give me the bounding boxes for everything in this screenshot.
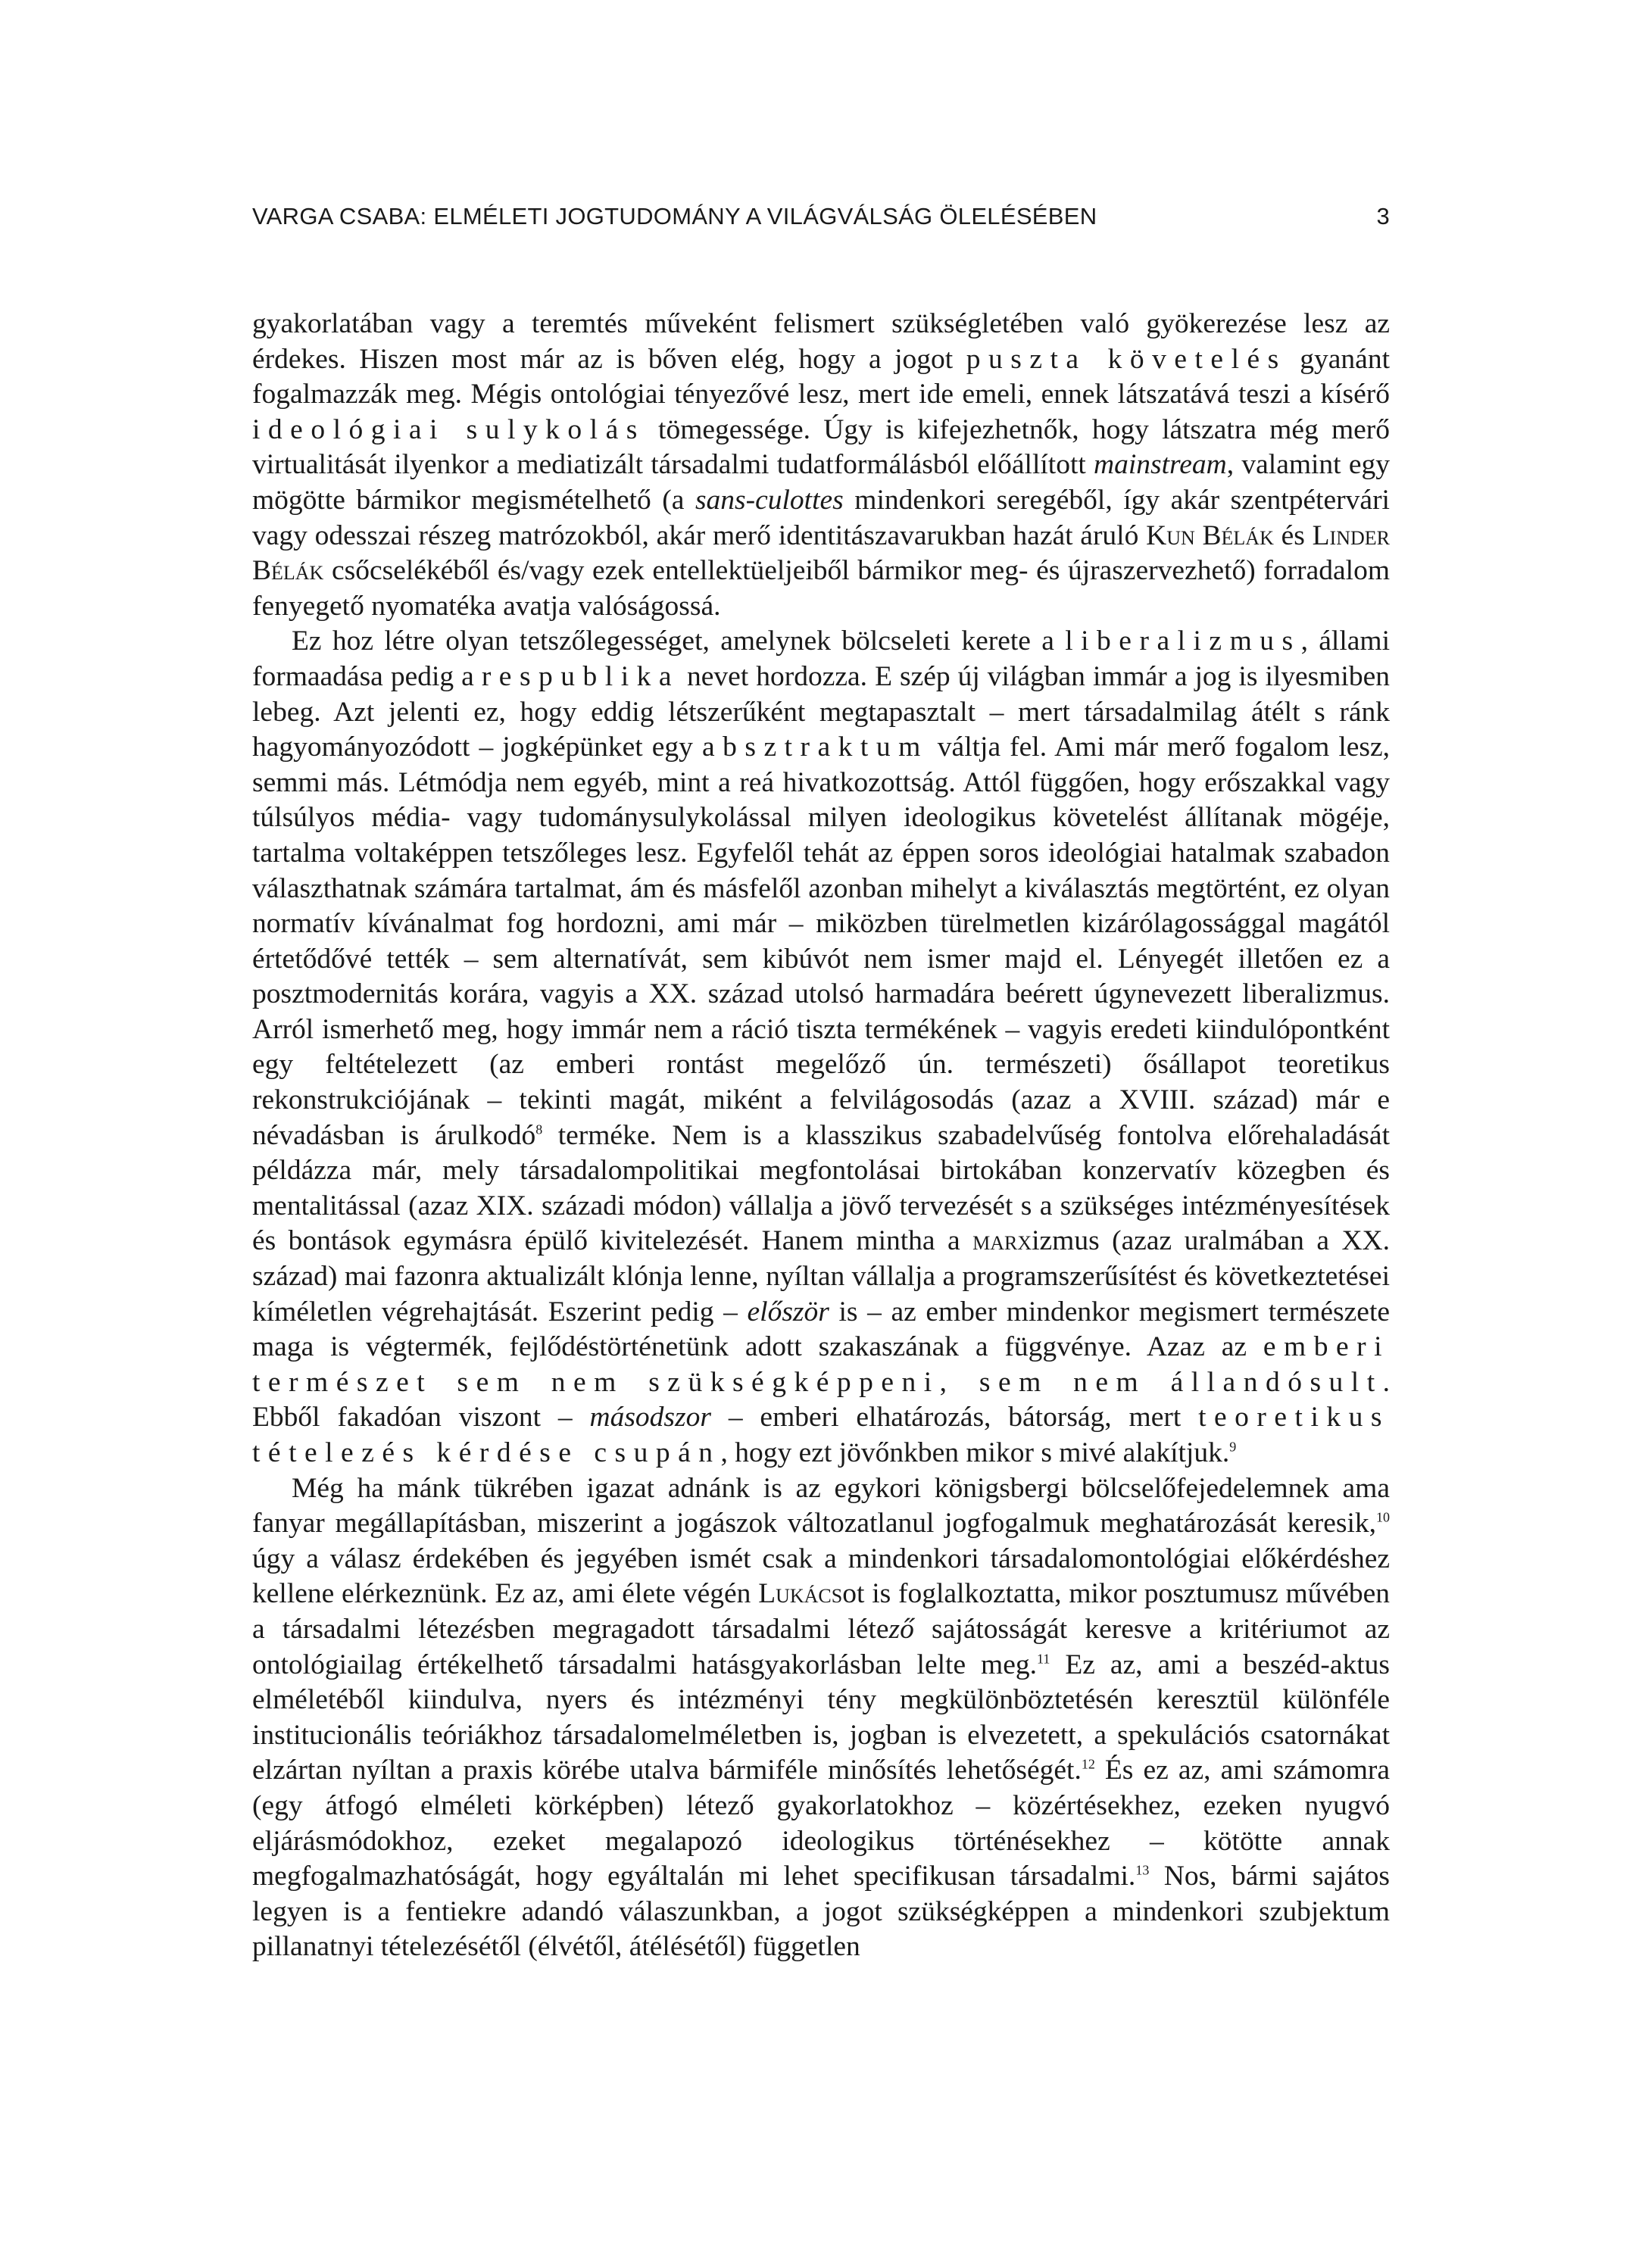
text-run: csőcselékéből és/vagy ezek entellektüeljeiből bármikor meg- és újraszervezhető) forradalom fenyegető nyomatéka avatja valóságossá.: [252, 555, 1390, 622]
footnote-ref: 9: [1229, 1439, 1237, 1455]
spaced-emphasis: puszta követelés: [966, 343, 1287, 375]
paragraph: [252, 307, 1390, 624]
spaced-emphasis: liberalizmus: [1065, 625, 1301, 657]
small-caps-name: Linder Bélák: [252, 519, 1390, 587]
text-run: sajátosságát keresve a kritériumot az ontológiailag értékelhető társadalmi hatásgyakorlásban lelte meg.: [252, 1613, 1390, 1680]
text-run: És ez az, ami számomra (egy átfogó elméleti körképben) létező gyakorlatokhoz – közértésekhez, ezeken nyugvó eljárásmódokhoz, ezeket megalapozó ideologikus történésekhez – kötötte annak megfogalmazhatóságát, hogy egyáltalán mi lehet specifikusan társadalmi.: [252, 1755, 1390, 1892]
text-run: izmus (azaz uralmában a XX. század) mai fazonra aktualizált klónja lenne, nyíltan vállalja a programszerűsítést és következtetései kíméletlen végrehajtását. Eszerint pedig –: [252, 1225, 1390, 1327]
text-run: – emberi elhatározás, bátorság, mert: [710, 1402, 1199, 1433]
small-caps-name: Lukács: [758, 1578, 843, 1610]
text-run: is – az ember mindenkor megismert természete maga is végtermék, fejlődéstörténetünk adott szakaszának a függvénye. Azaz az: [252, 1296, 1391, 1363]
footnote-ref: 8: [535, 1122, 543, 1137]
spaced-emphasis: respublika: [481, 660, 680, 692]
spaced-emphasis: emberi természet sem nem szükségképpeni, sem nem állandósult: [252, 1331, 1390, 1398]
text-run: gyanánt fogalmazzák meg. Mégis ontológiai tényezővé lesz, mert ide emeli, ennek látszatává teszi a kísérő: [252, 343, 1390, 410]
text-run: , valamint egy mögötte bármikor megismételhető (a: [252, 449, 1391, 516]
text-run: ben megragadott társadalmi léte: [494, 1613, 889, 1645]
footnote-ref: 13: [1135, 1862, 1150, 1878]
text-run: Még ha mánk tükrében igazat adnánk is az egykori königsbergi bölcselőfejedelemnek ama fanyar megállapításban, miszerint a jogászok változatlanul jogfogalmuk meghatározását keresik,: [252, 1472, 1390, 1540]
text-run: Nos, bármi sajátos legyen is a fentiekre adandó válaszunkban, a jogot szükségképpen a mindenkori szubjektum pillanatnyi tételezésétől (élvétől, átélésétől) független: [252, 1861, 1390, 1963]
text-run: tömegessége. Úgy is kifejezhetnők, hogy látszatra még merő virtualitását ilyenkor a mediatizált társadalmi tudatformálásból előállított: [252, 413, 1390, 481]
text-run: terméke. Nem is a klasszikus szabadelvűség fontolva előrehaladását példázza már, mely társadalompolitikai megfontolásai birtokában konzervatív közegben és mentalitással (azaz XIX. századi módon) vállalja a jövő tervezését s a szükséges intézményesítések és bontások egymásra épülő kivitelezését. Hanem mintha a: [252, 1119, 1390, 1257]
italic-term: mainstream: [1094, 449, 1227, 481]
text-run: mindenkori seregéből, így akár szentpétervári vagy odesszai részeg matrózokból, akár merő identitászavarukban hazát áruló: [252, 484, 1390, 551]
body-text: [252, 307, 1390, 1965]
italic-term: sans-culottes: [695, 484, 844, 516]
text-run: . Ebből fakadóan viszont –: [252, 1366, 1390, 1433]
paragraph: [252, 1471, 1390, 1965]
page-number: 3: [1376, 203, 1390, 229]
footnote-ref: 12: [1081, 1756, 1095, 1772]
spaced-emphasis: absztraktum: [701, 732, 929, 763]
text-run: Ez hoz létre olyan tetszőlegességet, amelynek bölcseleti kerete a: [292, 625, 1066, 657]
spaced-emphasis: teoretikus tételezés kérdése csupán: [252, 1402, 1390, 1468]
running-head: [252, 203, 1390, 233]
text-run: gyakorlatában vagy a teremtés műveként felismert szükségletében való gyökerezése lesz az érdekes. Hiszen most már az is bőven elég, hogy a jogot: [252, 308, 1390, 375]
text-run: , állami formaadása pedig a: [252, 625, 1390, 692]
text-run: , hogy ezt jövőnkben mikor s mivé alakítjuk.: [720, 1437, 1230, 1468]
running-title: VARGA CSABA: ELMÉLETI JOGTUDOMÁNY A VILÁGVÁLSÁG ÖLELÉSÉBEN: [252, 203, 1097, 229]
footnote-ref: 10: [1376, 1509, 1390, 1525]
text-run: Ez az, ami a beszéd-aktus elméletéből kiindulva, nyers és intézményi tény megkülönböztetésén keresztül különféle institucionális teóriákhoz társadalomelméletben is, jogban is elvezetett, a spekulációs csatornákat elzártan nyíltan a praxis körébe utalva bármiféle minősítés lehetőségét.: [252, 1649, 1390, 1786]
text-run: úgy a válasz érdekében és jegyében ismét csak a mindenkori társadalomontológiai előkérdéshez kellene elérkeznünk. Ez az, ami élete végén: [252, 1543, 1390, 1610]
text-run: váltja fel. Ami már merő fogalom lesz, semmi más. Létmódja nem egyéb, mint a reá hivatkozottság. Attól függően, hogy erőszakkal vagy túlsúlyos média- vagy tudománysulykolással milyen ideologikus követelést állítanak mögéje, tartalma voltaképpen tetszőleges lesz. Egyfelől tehát az éppen soros ideológiai hatalmak szabadon választhatnak számára tartalmat, ám és másfelől azonban mihelyt a kiválasztás megtörtént, ez olyan normatív kívánalmat fog hordozni, ami már – miközben türelmetlen kizárólagossággal magától értetődővé tették – sem alternatívát, sem kibúvót nem ismer majd el. Lényegét illetően ez a posztmodernitás korára, vagyis a XX. század utolsó harmadára beérett úgynevezett liberalizmus. Arról ismerhető meg, hogy immár nem a ráció tiszta termékének – vagyis eredeti kiindulópontként egy feltételezett (az emberi rontást megelőző ún. természeti) ősállapot teoretikus rekonstrukciójának – tekinti magát, miként a felvilágosodás (azaz a XVIII. század) már e névadásban is árulkodó: [252, 732, 1390, 1151]
footnote-ref: 11: [1037, 1651, 1050, 1667]
text-run: nevet hordozza. E szép új világban immár a jog is ilyesmiben lebeg. Azt jelenti ez, hogy eddig létszerűként megtapasztalt – mert társadalmilag átélt s ránk hagyományozódott – jogképünket egy: [252, 660, 1390, 763]
small-caps-name: Kun Bélák: [1146, 519, 1274, 551]
text-run: ot is foglalkoztatta, mikor posztumusz művében a társadalmi léte: [252, 1578, 1391, 1645]
text-run: és: [1273, 519, 1313, 551]
spaced-emphasis: ideológiai sulykolás: [252, 413, 645, 445]
italic-term: először: [747, 1296, 829, 1327]
paragraph: [252, 624, 1390, 1471]
small-caps-name: marx: [972, 1225, 1032, 1257]
italic-term: ző: [888, 1613, 914, 1645]
italic-term: zés: [459, 1613, 495, 1645]
italic-term: másodszor: [589, 1402, 711, 1433]
